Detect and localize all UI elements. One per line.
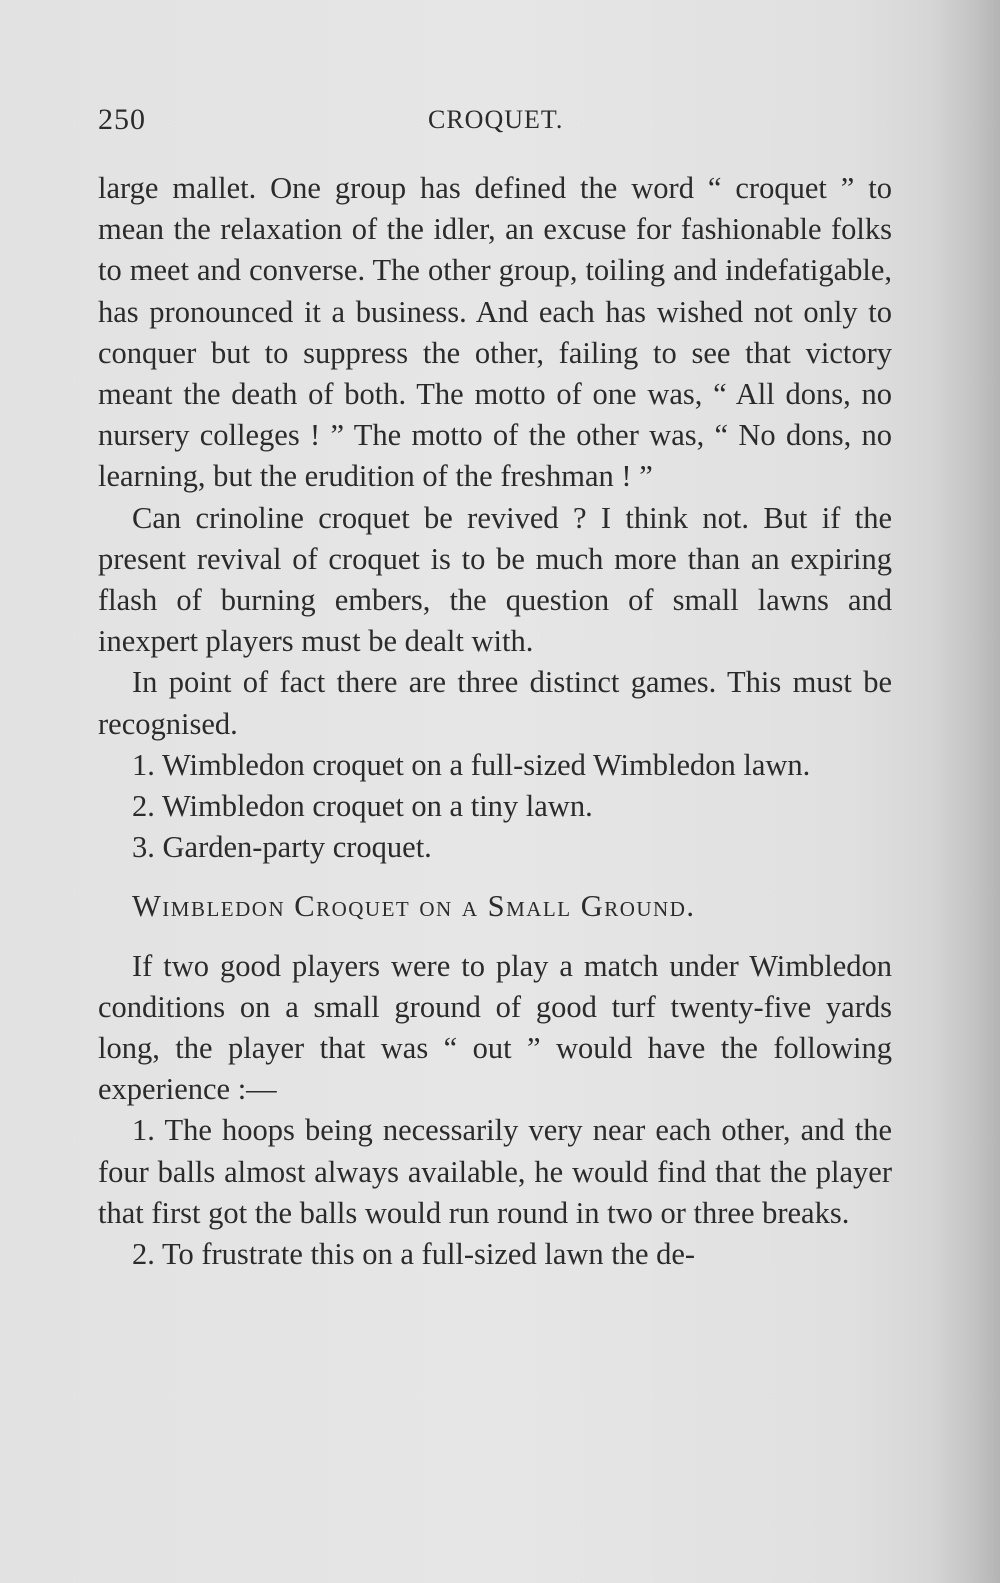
list-item: 2. Wimbledon croquet on a tiny lawn. bbox=[132, 789, 593, 824]
paragraph-two-players: If two good players were to play a match under Wimbledon conditions on a small ground of good turf twenty-five yards long, the player that was “ out ” would have the following experience :— bbox=[98, 948, 892, 1107]
list-item: 3. Garden-party croquet. bbox=[132, 830, 432, 865]
numbered-paragraph: 1. The hoops being necessarily very near each other, and the four balls almost always available, he would find that the player that first got the balls would run round in two or three breaks. bbox=[98, 1113, 892, 1230]
paragraph-continued: large mallet. One group has defined the word “ croquet ” to mean the relaxation of the idler, an excuse for fashionable folks to meet and converse. The other group, toiling and indefatigable, has pronounced it a business. And each has wished not only to conquer but to suppress the other, failing to see that victory meant the death of both. The motto of one was, “ All dons, no nursery colleges ! ” The motto of the other was, “ No dons, no learning, but the erudition of the freshman ! ” bbox=[98, 171, 892, 494]
running-header bbox=[98, 100, 892, 140]
page-edge-shadow bbox=[930, 0, 1000, 1583]
section-heading: Wimbledon Croquet on a Small Ground. bbox=[132, 889, 696, 924]
page-number: 250 bbox=[98, 103, 146, 136]
paragraph-three-games: In point of fact there are three distinct games. This must be recognised. bbox=[98, 665, 892, 741]
paragraph-crinoline: Can crinoline croquet be revived ? I think not. But if the present revival of croquet is to be much more than an expiring flash of burning embers, the question of small lawns and inexpert players must be dealt with. bbox=[98, 500, 892, 659]
numbered-paragraph: 2. To frustrate this on a full-sized lawn the de- bbox=[132, 1237, 696, 1272]
list-item: 1. Wimbledon croquet on a full-sized Wimbledon lawn. bbox=[132, 747, 811, 782]
body-text bbox=[98, 168, 892, 1275]
running-title: CROQUET. bbox=[428, 105, 564, 134]
